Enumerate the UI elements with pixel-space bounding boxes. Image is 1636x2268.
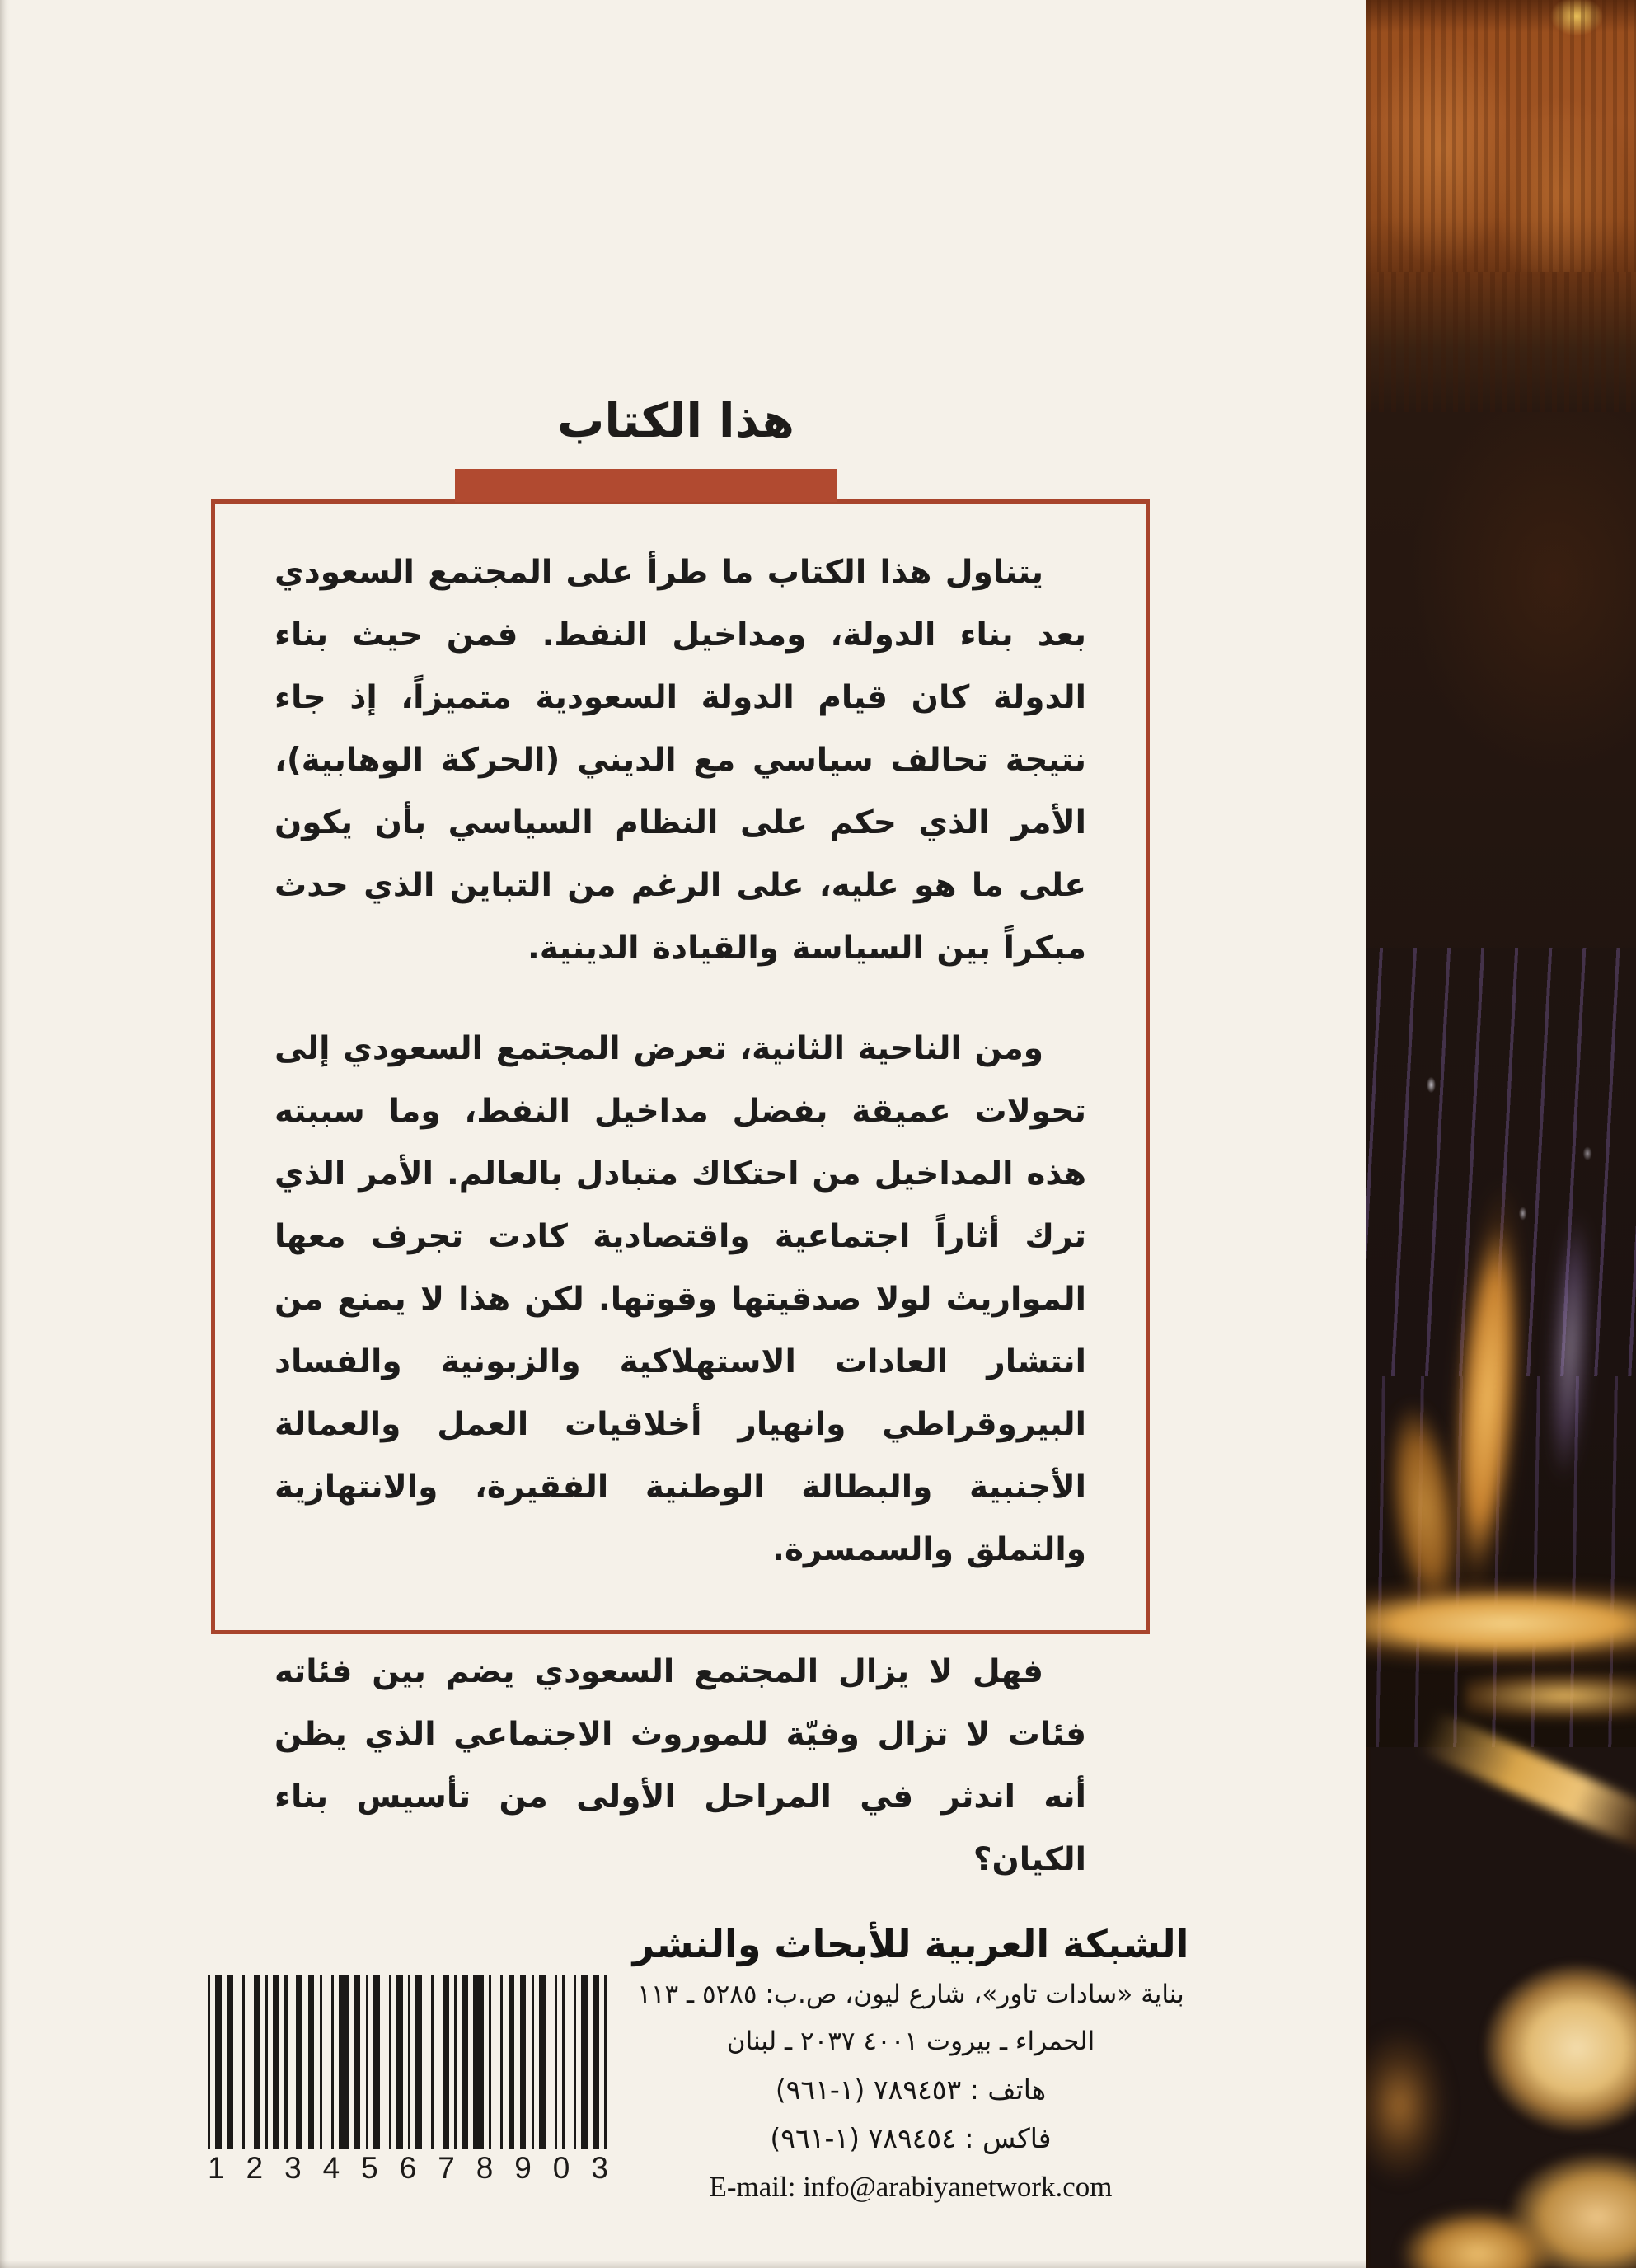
blurb-paragraph-1: يتناول هذا الكتاب ما طرأ على المجتمع السعودي بعد بناء الدولة، ومداخيل النفط. فمن حيث بناء الدولة كان قيام الدولة السعودية متميزاً، إذ جاء نتيجة تحالف سياسي مع الديني (الحركة الوهابية)، الأمر الذي حكم على النظام السياسي بأن يكون على ما هو عليه، على الرغم من التباين الذي حدث مبكراً بين السياسة والقيادة الدينية. — [274, 554, 1086, 967]
barcode-bar — [215, 1975, 222, 2149]
barcode-digit: 1 — [208, 2151, 225, 2185]
artwork-flame-center — [1438, 1177, 1538, 1618]
barcode-bar — [562, 1975, 565, 2149]
artwork-gold-swirl — [1507, 2151, 1636, 2268]
barcode-bars — [208, 1975, 608, 2149]
barcode-bar — [254, 1975, 260, 2149]
barcode-bar — [604, 1975, 607, 2149]
barcode-bar — [354, 1975, 361, 2149]
barcode-bar — [408, 1975, 410, 2149]
barcode-bar — [509, 1975, 515, 2149]
barcode-digit: 4 — [322, 2151, 340, 2185]
barcode-bar — [339, 1975, 349, 2149]
publisher-address-2: الحمراء ـ بيروت ٤٠٠١ ٢٠٣٧ ـ لبنان — [726, 2027, 1095, 2056]
blurb-paragraph-2: ومن الناحية الثانية، تعرض المجتمع السعودي إلى تحولات عميقة بفضل مداخيل النفط، وما سببته هذه المداخيل من احتكاك متبادل بالعالم. الأمر الذي ترك أثاراً اجتماعية واقتصادية كادت تجرف معها المواريث لولا صدقيتها وقوتها. لكن هذا لا يمنع من انتشار العادات الاستهلاكية والزبونية والفساد البيروقراطي وانهيار أخلاقيات العمل والعمالة الأجنبية والبطالة الوطنية الفقيرة، والانتهازية والتملق والسمسرة. — [274, 1030, 1086, 1568]
barcode-digits — [208, 2151, 608, 2186]
barcode-bar — [331, 1975, 334, 2149]
publisher-name: الشبكة العربية للأبحاث والنشر — [632, 1922, 1189, 1966]
artwork-gold-blob — [1482, 1961, 1636, 2134]
title-underline-bar — [455, 469, 837, 502]
barcode-bar — [539, 1975, 546, 2149]
barcode-bar — [296, 1975, 302, 2149]
artwork-gold-band — [1366, 1581, 1636, 1666]
barcode-bar — [532, 1975, 534, 2149]
barcode-bar — [454, 1975, 457, 2149]
barcode-bar — [489, 1975, 491, 2149]
barcode-digit: 6 — [399, 2151, 417, 2185]
barcode-bar — [273, 1975, 279, 2149]
artwork-purple-streaks — [1366, 948, 1636, 1376]
publisher-phone: هاتف : ٧٨٩٤٥٣ (١-٩٦١) — [775, 2074, 1047, 2106]
artwork-flame-zone — [1366, 1376, 1636, 1747]
barcode-bar — [431, 1975, 434, 2149]
barcode-bar — [500, 1975, 503, 2149]
barcode-bar — [396, 1975, 403, 2149]
barcode-bar — [308, 1975, 315, 2149]
page-edge-shadow-left — [0, 0, 10, 2268]
barcode-digit: 3 — [591, 2151, 608, 2185]
barcode-bar — [389, 1975, 391, 2149]
barcode-bar — [208, 1975, 210, 2149]
barcode-digit: 3 — [284, 2151, 302, 2185]
barcode-bar — [373, 1975, 380, 2149]
publisher-fax: فاكس : ٧٨٩٤٥٤ (١-٩٦١) — [770, 2122, 1052, 2154]
artwork-gold-band-2 — [1465, 1673, 1636, 1719]
barcode-bar — [520, 1975, 527, 2149]
cover-artwork — [1366, 0, 1636, 2268]
blurb-box — [211, 499, 1150, 1878]
barcode-bar — [366, 1975, 368, 2149]
barcode-digit: 2 — [246, 2151, 264, 2185]
barcode-bar — [415, 1975, 422, 2149]
artwork-bottom-flame — [1399, 2209, 1556, 2268]
publisher-email: E-mail: info@arabiyanetwork.com — [709, 2171, 1113, 2203]
publisher-address-1: بناية «سادات تاور»، شارع ليون، ص.ب: ٥٢٨٥ ـ ١١٣ — [637, 1980, 1184, 2009]
barcode-digit: 0 — [552, 2151, 570, 2185]
barcode-bar — [593, 1975, 599, 2149]
publisher-block — [593, 1922, 1228, 2204]
artwork-fade-band — [1366, 272, 1636, 412]
barcode-bar — [284, 1975, 287, 2149]
barcode-bar — [473, 1975, 484, 2149]
artwork-dark-band — [1366, 412, 1636, 972]
artwork-rust-texture — [1366, 0, 1636, 272]
barcode-bar — [581, 1975, 588, 2149]
barcode-digit: 7 — [438, 2151, 455, 2185]
artwork-streak-light — [1545, 1211, 1595, 1484]
barcode-bar — [242, 1975, 245, 2149]
barcode-bar — [320, 1975, 322, 2149]
artwork-diagonal-streak — [1418, 1710, 1636, 1862]
artwork-dim-flame — [1366, 2027, 1449, 2184]
barcode-digit: 8 — [476, 2151, 494, 2185]
barcode-bar — [555, 1975, 557, 2149]
barcode-bar — [227, 1975, 233, 2149]
blurb-paragraph-3: فهل لا يزال المجتمع السعودي يضم بين فئاته فئات لا تزال وفيّة للموروث الاجتماعي الذي يظن أنه اندثر في المراحل الأولى من تأسيس بناء الكيان؟ — [274, 1653, 1086, 1878]
barcode-bar — [574, 1975, 576, 2149]
barcode-bar — [443, 1975, 449, 2149]
barcode — [208, 1975, 608, 2185]
page-title: هذا الكتاب — [557, 394, 795, 448]
artwork-flame-left — [1378, 1398, 1470, 1619]
barcode-digit: 5 — [361, 2151, 378, 2185]
barcode-bar — [462, 1975, 468, 2149]
barcode-digit: 9 — [514, 2151, 532, 2185]
barcode-bar — [265, 1975, 268, 2149]
